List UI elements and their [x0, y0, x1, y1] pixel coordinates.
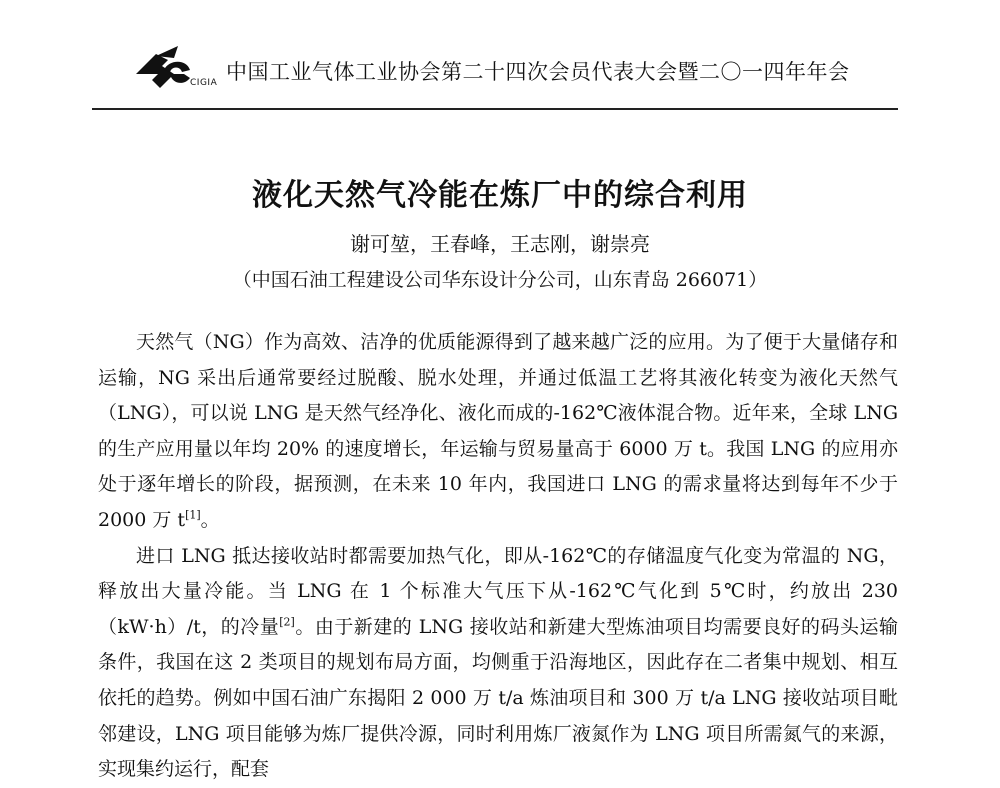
- citation-1: [1]: [185, 508, 201, 522]
- paragraph-2-text-a: 进口 LNG 抵达接收站时都需要加热气化，即从-162℃的存储温度气化变为常温的 NG，释放出大量冷能。当 LNG 在 1 个标准大气压下从-162℃气化到 5℃时，约放出 230（kW·h）/t，的冷量: [98, 544, 898, 638]
- paragraph-2: [98, 539, 898, 788]
- conference-title: 中国工业气体工业协会第二十四次会员代表大会暨二〇一四年年会: [226, 60, 850, 84]
- paragraph-2-text-b: 。由于新建的 LNG 接收站和新建大型炼油项目均需要良好的码头运输条件，我国在这 2 类项目的规划布局方面，均侧重于沿海地区，因此存在二者集中规划、相互依托的趋势。例如中国石油广东揭阳 2 000 万 t/a 炼油项目和 300 万 t/a LNG 接收站项目毗邻建设，LNG 项目能够为炼厂提供冷源，同时利用炼厂液氮作为 LNG 项目所需氮气的来源，实现集约运行，配套: [98, 615, 898, 781]
- cigia-logo: [134, 40, 224, 100]
- paragraph-1: [98, 325, 898, 539]
- paragraph-1-text: 天然气（NG）作为高效、洁净的优质能源得到了越来越广泛的应用。为了便于大量储存和运输，NG 采出后通常要经过脱酸、脱水处理，并通过低温工艺将其液化转变为液化天然气（LNG），可以说 LNG 是天然气经净化、液化而成的-162℃液体混合物。近年来，全球 LNG 的生产应用量以年均 20% 的速度增长，年运输与贸易量高于 6000 万 t。我国 LNG 的应用亦处于逐年增长的阶段，据预测，在未来 10 年内，我国进口 LNG 的需求量将达到每年不少于 2000 万 t: [98, 331, 898, 531]
- logo-text: CIGIA: [190, 78, 218, 88]
- paper-authors: 谢可堃，王春峰，王志刚，谢崇亮: [350, 232, 650, 256]
- header-divider: [92, 108, 898, 110]
- cigia-logo-icon: [134, 40, 224, 100]
- conference-header: [120, 30, 900, 110]
- body-text: [98, 325, 898, 788]
- paper-title: 液化天然气冷能在炼厂中的综合利用: [252, 178, 748, 213]
- citation-2: [2]: [279, 615, 295, 629]
- paper-affiliation: （中国石油工程建设公司华东设计分公司，山东青岛 266071）: [232, 269, 768, 291]
- paragraph-1-end: 。: [200, 508, 220, 531]
